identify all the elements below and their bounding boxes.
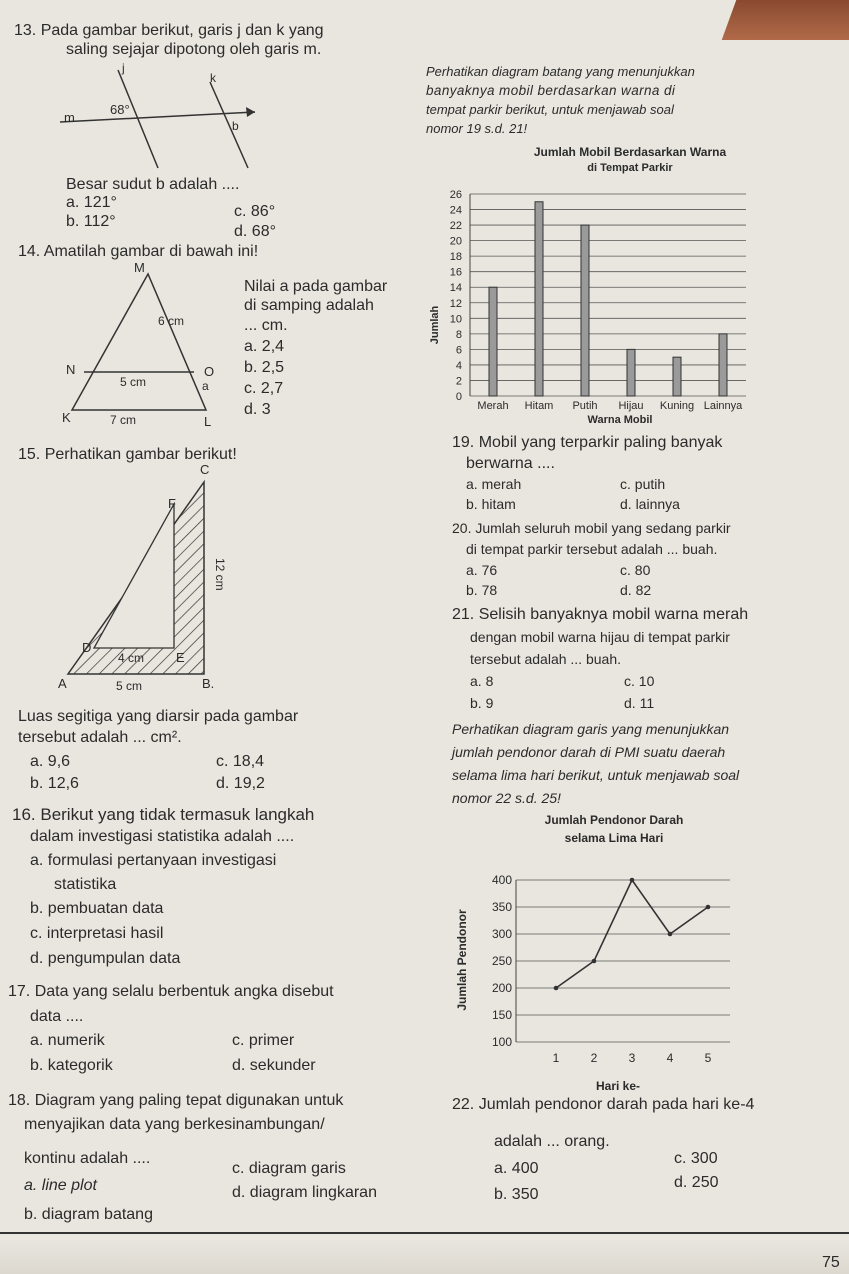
q18-stem-line1: 18. Diagram yang paling tepat digunakan untuk	[8, 1092, 344, 1109]
label-C: C	[200, 462, 210, 477]
q21-stem-line2: dengan mobil warna hijau di tempat parkir	[470, 629, 730, 645]
bar-y-tick-label: 0	[455, 391, 462, 403]
q19-stem-line1: 19. Mobil yang terparkir paling banyak	[452, 434, 723, 451]
bar-y-tick-label: 20	[449, 235, 462, 248]
line-chart-ylabel: Jumlah Pendonor	[455, 909, 469, 1011]
q18-stem-line2: menyajikan data yang berkesinambungan/	[24, 1116, 325, 1133]
bar-y-tick-label: 8	[455, 328, 462, 341]
bar-x-tick-label: Hijau	[618, 400, 644, 412]
label-angle: 68°	[110, 102, 130, 117]
label-k: k	[210, 71, 216, 85]
label-K: K	[62, 410, 71, 425]
label-DE: 4 cm	[118, 651, 145, 665]
bar-x-tick-label: Hitam	[524, 400, 554, 412]
intro1-line1: Perhatikan diagram batang yang menunjukkan	[426, 64, 695, 79]
bar-chart-title: Jumlah Mobil Berdasarkan Warna	[533, 145, 727, 159]
inner-triangle-DEF	[94, 504, 174, 648]
line-point-day-5	[706, 905, 711, 910]
q13-stem-line2: saling sejajar dipotong oleh garis m.	[66, 41, 322, 58]
line-k	[210, 82, 248, 168]
q14-triangle-figure	[58, 262, 238, 432]
intro1-line4: nomor 19 s.d. 21!	[426, 121, 528, 136]
label-m: m	[64, 110, 75, 125]
bar-chart-grid	[470, 194, 746, 396]
label-N: N	[66, 362, 76, 377]
q13-parallel-lines-figure	[60, 60, 260, 175]
q17-stem-line2: data ....	[30, 1008, 84, 1025]
q17-option-c[interactable]: c. primer	[232, 1032, 295, 1049]
line-x-tick-label: 5	[704, 1051, 712, 1065]
bar-hijau	[627, 349, 635, 396]
q19-option-b[interactable]: b. hitam	[466, 496, 516, 512]
line-y-tick-label: 200	[491, 981, 512, 995]
bar-y-tick-label: 26	[449, 189, 462, 201]
q18-option-b[interactable]: b. diagram batang	[24, 1206, 153, 1223]
line-point-day-3	[630, 878, 635, 883]
bar-x-tick-label: Merah	[477, 400, 509, 412]
q14-stem: 14. Amatilah gambar di bawah ini!	[18, 243, 259, 260]
bar-y-tick-label: 2	[455, 375, 462, 388]
line-chart-x-ticks	[553, 1051, 712, 1065]
q19-stem-line2: berwarna ....	[466, 455, 555, 472]
q22-stem-line2: adalah ... orang.	[494, 1133, 610, 1150]
q15-option-a[interactable]: a. 9,6	[30, 753, 71, 770]
q20-stem-line1: 20. Jumlah seluruh mobil yang sedang parkir	[452, 520, 731, 536]
q13-option-c[interactable]: c. 86°	[234, 203, 276, 220]
line-point-day-4	[668, 932, 673, 937]
q17-stem-line1: 17. Data yang selalu berbentuk angka disebut	[8, 983, 334, 1000]
q13-stem-line1: 13. Pada gambar berikut, garis j dan k yang	[14, 22, 324, 39]
bar-lainnya	[719, 334, 727, 396]
line-x-tick-label: 2	[590, 1051, 598, 1065]
line-point-day-1	[554, 986, 559, 991]
q14-option-d[interactable]: d. 3	[244, 401, 271, 418]
bar-putih	[581, 225, 589, 396]
line-chart	[440, 810, 740, 1095]
q16-option-a-cont: statistika	[54, 876, 117, 893]
q22-option-a[interactable]: a. 400	[494, 1160, 539, 1177]
bar-y-tick-label: 22	[449, 220, 462, 233]
label-KL: 7 cm	[110, 413, 137, 427]
line-y-tick-label: 150	[491, 1008, 512, 1022]
line-y-tick-label: 400	[491, 873, 512, 887]
q14-option-c[interactable]: c. 2,7	[244, 380, 284, 397]
line-x-tick-label: 1	[552, 1051, 560, 1065]
label-B: B.	[202, 676, 215, 691]
q15-text-2: tersebut adalah ... cm².	[18, 729, 182, 746]
label-F: F	[168, 496, 176, 511]
q15-stem: 15. Perhatikan gambar berikut!	[18, 446, 237, 463]
bar-y-tick-label: 18	[449, 251, 462, 264]
q19-option-a[interactable]: a. merah	[466, 476, 522, 492]
label-M: M	[134, 262, 145, 275]
line-point-day-2	[592, 959, 597, 964]
intro2-line2: jumlah pendonor darah di PMI suatu daerah	[452, 744, 726, 760]
line-chart-y-ticks	[492, 873, 512, 1049]
q22-stem-line1: 22. Jumlah pendonor darah pada hari ke-4	[452, 1096, 755, 1113]
bar-chart-xlabel: Warna Mobil	[587, 414, 653, 426]
label-L: L	[204, 414, 212, 429]
bar-chart-ylabel: Jumlah	[429, 305, 441, 345]
q15-option-d[interactable]: d. 19,2	[216, 775, 265, 792]
q18-option-d[interactable]: d. diagram lingkaran	[232, 1184, 377, 1201]
q21-option-d[interactable]: d. 11	[624, 695, 655, 711]
q20-stem-line2: di tempat parkir tersebut adalah ... buah.	[466, 541, 718, 557]
q20-option-c[interactable]: c. 80	[620, 562, 651, 578]
label-a: a	[202, 379, 209, 393]
q17-option-a[interactable]: a. numerik	[30, 1032, 105, 1049]
bar-kuning	[673, 357, 681, 396]
page-bottom-rule	[0, 1232, 849, 1234]
q21-stem-line1: 21. Selisih banyaknya mobil warna merah	[452, 606, 749, 623]
q18-option-a[interactable]: a. line plot	[24, 1177, 97, 1194]
q22-option-c[interactable]: c. 300	[674, 1150, 718, 1167]
q21-option-c[interactable]: c. 10	[624, 673, 655, 689]
intro2-line3: selama lima hari berikut, untuk menjawab soal	[452, 767, 740, 783]
q13-option-b[interactable]: b. 112°	[66, 213, 116, 230]
q20-option-a[interactable]: a. 76	[466, 562, 498, 578]
q22-option-b[interactable]: b. 350	[494, 1186, 539, 1203]
label-b: b	[232, 119, 239, 133]
page-number: 75	[822, 1254, 840, 1271]
q14-text-2: di samping adalah	[244, 297, 374, 314]
q13-option-a[interactable]: a. 121°	[66, 194, 117, 211]
label-O: O	[204, 364, 215, 379]
line-x-tick-label: 3	[628, 1051, 636, 1065]
q17-option-b[interactable]: b. kategorik	[30, 1057, 113, 1074]
q15-option-b[interactable]: b. 12,6	[30, 775, 79, 792]
label-E: E	[176, 650, 185, 665]
q18-option-c[interactable]: c. diagram garis	[232, 1160, 346, 1177]
line-chart-grid	[516, 880, 730, 1042]
line-y-tick-label: 350	[491, 900, 512, 914]
bar-x-tick-label: Putih	[572, 400, 598, 412]
label-D: D	[82, 640, 92, 655]
bar-chart-y-ticks	[450, 189, 462, 403]
bar-y-tick-label: 6	[455, 344, 462, 357]
q22-option-d[interactable]: d. 250	[674, 1174, 719, 1191]
q16-stem-line2: dalam investigasi statistika adalah ....	[30, 828, 295, 845]
q14-option-a[interactable]: a. 2,4	[244, 338, 285, 355]
line-x-tick-label: 4	[666, 1051, 674, 1065]
label-A: A	[58, 676, 67, 691]
q17-option-d[interactable]: d. sekunder	[232, 1057, 316, 1074]
intro2-line1: Perhatikan diagram garis yang menunjukkan	[452, 721, 730, 737]
bar-x-tick-label: Kuning	[659, 400, 695, 412]
line-chart-xlabel: Hari ke-	[595, 1079, 641, 1093]
label-NO: 5 cm	[120, 375, 147, 389]
bar-merah	[489, 287, 497, 396]
line-y-tick-label: 250	[491, 954, 512, 968]
q21-option-b[interactable]: b. 9	[470, 695, 494, 711]
q15-text-1: Luas segitiga yang diarsir pada gambar	[18, 708, 299, 725]
q14-text-1: Nilai a pada gambar	[244, 278, 388, 295]
q18-stem-line3: kontinu adalah ....	[24, 1150, 151, 1167]
q21-option-a[interactable]: a. 8	[470, 673, 494, 689]
q20-option-b[interactable]: b. 78	[466, 582, 498, 598]
label-CB: 12 cm	[213, 558, 227, 591]
q16-option-c[interactable]: c. interpretasi hasil	[30, 925, 164, 942]
q20-option-d[interactable]: d. 82	[620, 582, 652, 598]
page-footer	[0, 1240, 849, 1274]
bar-chart-x-ticks	[477, 400, 743, 412]
bar-y-tick-label: 10	[449, 313, 462, 326]
line-y-tick-label: 300	[491, 927, 512, 941]
q19-option-d[interactable]: d. lainnya	[620, 496, 680, 512]
q16-option-b[interactable]: b. pembuatan data	[30, 900, 164, 917]
label-AB: 5 cm	[116, 679, 143, 693]
bar-chart-bars	[489, 202, 727, 396]
q13-question: Besar sudut b adalah ....	[66, 176, 240, 193]
q13-option-d[interactable]: d. 68°	[234, 223, 276, 240]
q15-option-c[interactable]: c. 18,4	[216, 753, 265, 770]
q21-stem-line3: tersebut adalah ... buah.	[470, 651, 621, 667]
bar-y-tick-label: 12	[449, 297, 462, 310]
triangle-outline	[72, 274, 206, 410]
line-chart-title: Jumlah Pendonor Darah	[544, 813, 684, 827]
page-corner-decoration	[722, 0, 849, 40]
intro2-line4: nomor 22 s.d. 25!	[452, 790, 561, 806]
q19-option-c[interactable]: c. putih	[620, 476, 666, 492]
intro1-line2: banyaknya mobil berdasarkan warna di	[426, 83, 676, 98]
bar-hitam	[535, 202, 543, 396]
label-MN: 6 cm	[158, 314, 185, 328]
q14-option-b[interactable]: b. 2,5	[244, 359, 285, 376]
bar-y-tick-label: 16	[449, 266, 462, 279]
arrow-head-icon	[246, 107, 255, 117]
q14-text-3: ... cm.	[244, 317, 288, 334]
intro1-line3: tempat parkir berikut, untuk menjawab soal	[426, 102, 674, 117]
bar-y-tick-label: 4	[455, 359, 462, 372]
q16-option-d[interactable]: d. pengumpulan data	[30, 950, 181, 967]
bar-chart-subtitle: di Tempat Parkir	[587, 162, 673, 174]
q16-stem-line1: 16. Berikut yang tidak termasuk langkah	[12, 805, 315, 824]
q16-option-a[interactable]: a. formulasi pertanyaan investigasi	[30, 852, 277, 869]
bar-y-tick-label: 24	[449, 204, 462, 217]
q15-triangle-figure	[56, 462, 236, 694]
line-y-tick-label: 100	[491, 1035, 512, 1049]
line-chart-subtitle: selama Lima Hari	[564, 831, 664, 845]
bar-y-tick-label: 14	[449, 282, 462, 295]
bar-x-tick-label: Lainnya	[703, 400, 743, 412]
bar-chart	[420, 140, 750, 430]
label-j: j	[122, 61, 125, 75]
